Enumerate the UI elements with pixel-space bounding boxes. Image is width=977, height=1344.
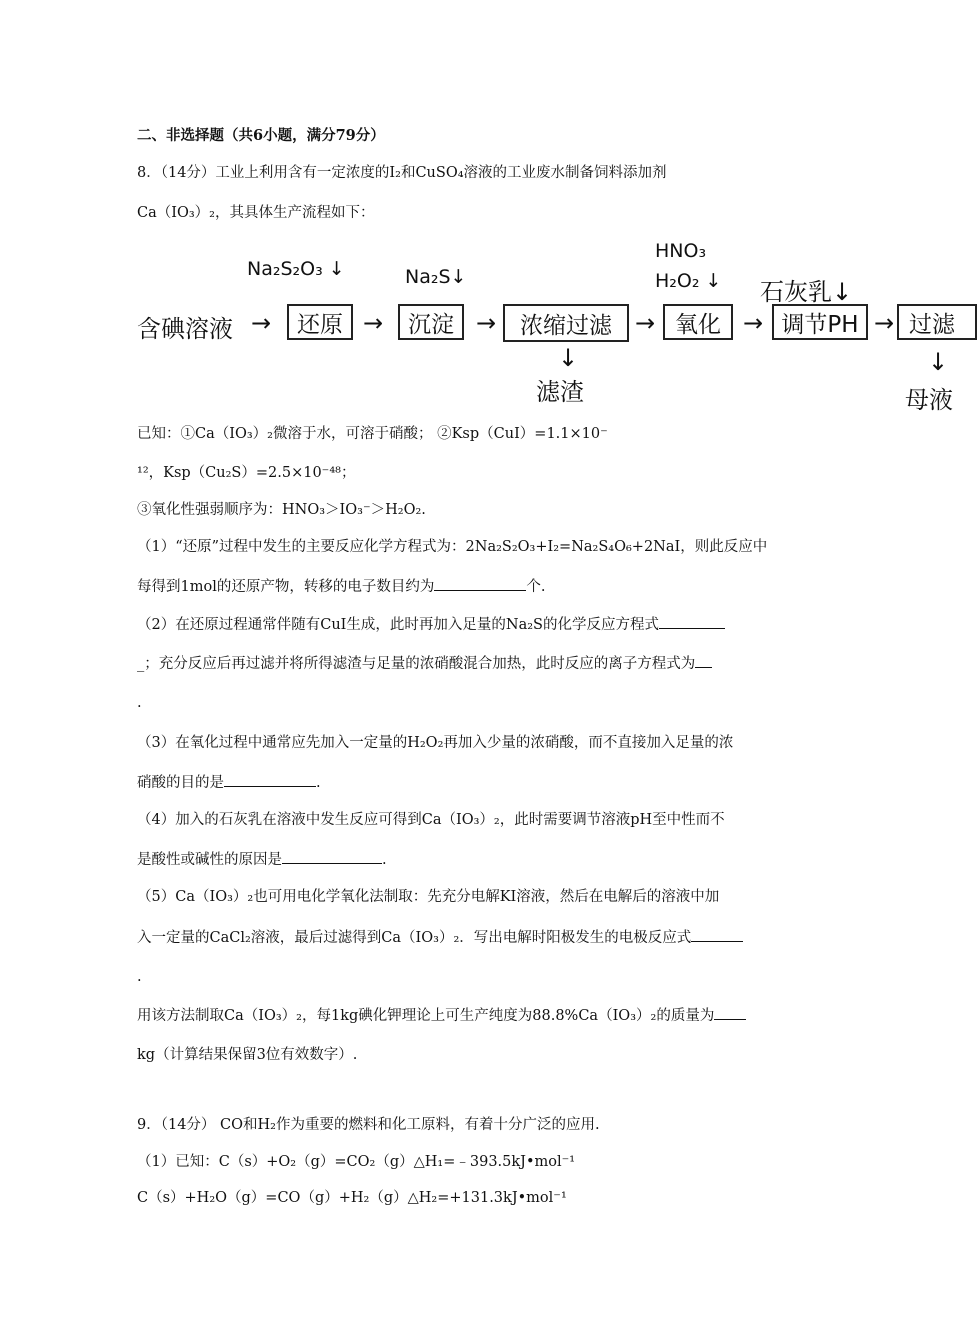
q8-part2-line-b [137,653,712,674]
section-title: 二、非选择题（共6小题，满分79分） [137,127,385,144]
flow-step2-reagent: Na₂S↓ [405,266,467,288]
q8-known-1: 已知：①Ca（IO₃）₂微溶于水，可溶于硝酸； ②Ksp（CuI）=1.1×10⁻ [137,426,608,442]
answer-blank[interactable] [434,576,526,591]
flow-arrow: → [476,309,497,337]
q8-part1-end: 个. [526,579,546,595]
flow-arrow: → [363,309,384,337]
flow-step3-box: 浓缩过滤 [503,304,629,342]
q8-line-1: 8．（14分）工业上利用含有一定浓度的I₂和CuSO₄溶液的工业废水制备饲料添加剂 [137,165,667,181]
flow-step4-reagent-2: H₂O₂ ↓ [655,270,722,292]
flow-step4-reagent-1: HNO₃ [655,240,707,262]
q9-line-3: C（s）+H₂O（g）=CO（g）+H₂（g）△H₂=+131.3kJ•mol⁻¹ [137,1190,567,1206]
q8-part5-line-d [137,1005,746,1026]
flow-arrow: → [635,309,656,337]
flow-arrow: → [743,309,764,337]
q8-line-2: Ca（IO₃）₂，其具体生产流程如下： [137,205,375,221]
q8-part5-line-c: . [137,969,142,985]
answer-blank[interactable] [659,614,725,629]
q8-part4-end: . [382,852,387,868]
q8-part5-line-a: （5）Ca（IO₃）₂也可用电化学氧化法制取：先充分电解KI溶液，然后在电解后的溶液中加 [137,889,720,905]
q8-part3-text: 硝酸的目的是 [137,775,224,791]
q8-part4-line-a: （4）加入的石灰乳在溶液中发生反应可得到Ca（IO₃）₂，此时需要调节溶液pH至中性而不 [137,812,725,828]
flow-step3-output: 滤渣 [536,378,584,406]
answer-blank[interactable] [224,772,316,787]
answer-blank[interactable] [691,927,743,942]
q8-part1-line-a: （1）“还原”过程中发生的主要反应化学方程式为：2Na₂S₂O₃+I₂=Na₂S₄O₆+2NaI，则此反应中 [137,539,768,555]
q9-line-1: 9．（14分） CO和H₂作为重要的燃料和化工原料，有着十分广泛的应用. [137,1117,600,1133]
q8-part5-line-b [137,927,743,948]
flow-start: 含碘溶液 [137,315,233,343]
flow-arrow: → [874,309,895,337]
flow-arrow: → [251,309,272,337]
answer-blank[interactable] [695,653,712,668]
q8-part3-end: . [316,775,321,791]
q8-part5-text-d: 用该方法制取Ca（IO₃）₂，每1kg碘化钾理论上可生产纯度为88.8%Ca（IO₃）₂的质量为 [137,1008,715,1024]
q8-part2-text: （2）在还原过程通常伴随有CuI生成，此时再加入足量的Na₂S的化学反应方程式 [137,617,659,633]
flow-step6-box: 过滤 [897,304,977,340]
q8-part2-line-a [137,614,725,635]
flow-step5-reagent: 石灰乳↓ [760,278,853,306]
flow-step2-box: 沉淀 [398,304,464,340]
answer-blank[interactable] [714,1005,746,1020]
flow-step4-box: 氧化 [663,304,733,340]
q8-known-3: ③氧化性强弱顺序为：HNO₃＞IO₃⁻＞H₂O₂. [137,502,426,518]
q8-part5-line-e: kg（计算结果保留3位有效数字）. [137,1047,358,1063]
flow-step5-box: 调节PH [772,304,868,340]
q8-part1-text: 每得到1mol的还原产物，转移的电子数目约为 [137,579,435,595]
q8-part5-text: 入一定量的CaCl₂溶液，最后过滤得到Ca（IO₃）₂．写出电解时阳极发生的电极反应式 [137,930,692,946]
q8-part4-text: 是酸性或碱性的原因是 [137,852,282,868]
q8-known-2: ¹²，Ksp（Cu₂S）=2.5×10⁻⁴⁸； [137,465,356,481]
q8-part1-line-b [137,576,545,597]
q8-part4-line-b [137,849,387,870]
flow-step1-box: 还原 [287,304,353,340]
answer-blank[interactable] [282,849,382,864]
q8-part3-line-b [137,772,321,793]
q9-line-2: （1）已知：C（s）+O₂（g）=CO₂（g）△H₁=﹣393.5kJ•mol⁻¹ [137,1154,576,1170]
flow-step6-output: 母液 [905,386,953,414]
flow-step1-reagent: Na₂S₂O₃ ↓ [247,258,345,280]
flow-down-arrow: ↓ [558,344,579,372]
q8-part2-line-c: . [137,695,142,711]
q8-part2-text-b: _；充分反应后再过滤并将所得滤渣与足量的浓硝酸混合加热，此时反应的离子方程式为 [137,656,696,672]
flow-down-arrow: ↓ [928,348,949,376]
q8-part3-line-a: （3）在氧化过程中通常应先加入一定量的H₂O₂再加入少量的浓硝酸，而不直接加入足量的浓 [137,735,734,751]
